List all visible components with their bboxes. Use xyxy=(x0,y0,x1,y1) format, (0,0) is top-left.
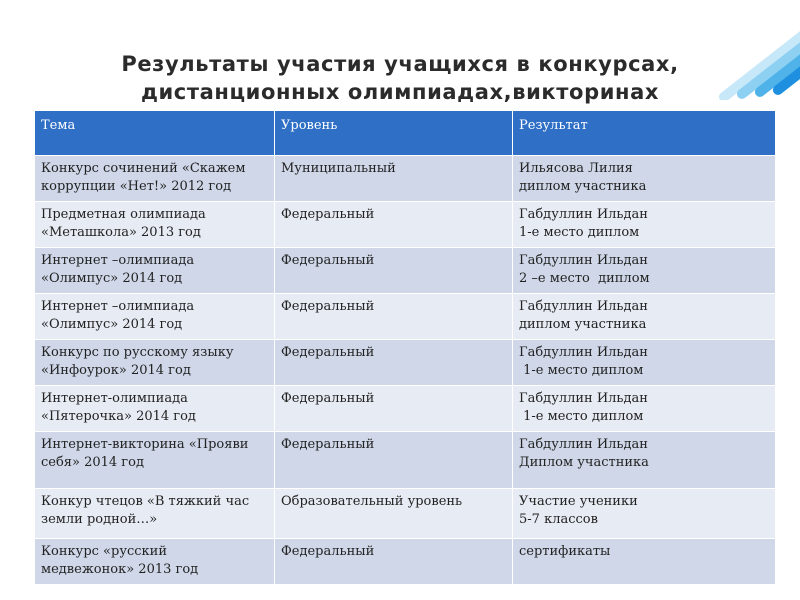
cell-theme xyxy=(35,340,275,386)
cell-theme-line: себя» 2014 год xyxy=(41,455,144,470)
table-row xyxy=(35,386,776,432)
cell-theme-line: земли родной…» xyxy=(41,512,158,527)
cell-level: Федеральный xyxy=(275,539,513,585)
cell-theme-line: «Олимпус» 2014 год xyxy=(41,271,183,286)
cell-theme xyxy=(35,202,275,248)
results-table xyxy=(34,110,776,585)
cell-result-line: 1-е место диплом xyxy=(519,225,640,240)
header-level: Уровень xyxy=(275,111,513,156)
cell-theme-line: Предметная олимпиада xyxy=(41,207,206,222)
cell-result-line: диплом участника xyxy=(519,317,647,332)
cell-level: Образовательный уровень xyxy=(275,489,513,539)
cell-result xyxy=(513,202,776,248)
cell-result xyxy=(513,294,776,340)
cell-theme-line: коррупции «Нет!» 2012 год xyxy=(41,179,232,194)
title-line-1: Результаты участия учащихся в конкурсах, xyxy=(121,52,679,76)
cell-theme xyxy=(35,248,275,294)
cell-result-line: диплом участника xyxy=(519,179,647,194)
cell-theme-line: Интернет –олимпиада xyxy=(41,253,195,268)
cell-result-line: 1-е место диплом xyxy=(519,363,644,378)
cell-theme-line: «Инфоурок» 2014 год xyxy=(41,363,191,378)
cell-theme xyxy=(35,432,275,489)
table-row xyxy=(35,294,776,340)
title-line-2: дистанционных олимпиадах,викторинах xyxy=(140,80,660,104)
table-row xyxy=(35,340,776,386)
cell-level: Федеральный xyxy=(275,432,513,489)
table-header-row xyxy=(35,111,776,156)
cell-theme-line: Конкурс «русский xyxy=(41,544,168,559)
cell-theme xyxy=(35,489,275,539)
cell-theme-line: «Меташкола» 2013 год xyxy=(41,225,201,240)
cell-level: Федеральный xyxy=(275,248,513,294)
table-row xyxy=(35,248,776,294)
cell-theme-line: Конкур чтецов «В тяжкий час xyxy=(41,494,250,509)
cell-theme xyxy=(35,539,275,585)
cell-theme-line: Интернет-олимпиада xyxy=(41,391,188,406)
cell-result-line: 1-е место диплом xyxy=(519,409,644,424)
cell-level: Федеральный xyxy=(275,386,513,432)
cell-theme-line: медвежонок» 2013 год xyxy=(41,562,199,577)
cell-theme-line: Конкурс по русскому языку xyxy=(41,345,234,360)
table-row xyxy=(35,539,776,585)
cell-level: Муниципальный xyxy=(275,156,513,202)
cell-theme-line: Конкурс сочинений «Скажем xyxy=(41,161,246,176)
cell-result-line: Габдуллин Ильдан xyxy=(519,391,648,406)
cell-result-line: Диплом участника xyxy=(519,455,649,470)
cell-theme xyxy=(35,156,275,202)
cell-theme-line: Интернет –олимпиада xyxy=(41,299,195,314)
cell-theme-line: Интернет-викторина «Прояви xyxy=(41,437,249,452)
cell-result-line: Габдуллин Ильдан xyxy=(519,207,648,222)
cell-level: Федеральный xyxy=(275,202,513,248)
cell-level: Федеральный xyxy=(275,294,513,340)
cell-result xyxy=(513,248,776,294)
cell-result-line: Габдуллин Ильдан xyxy=(519,345,648,360)
table-row xyxy=(35,489,776,539)
table-row xyxy=(35,432,776,489)
cell-result xyxy=(513,432,776,489)
cell-theme xyxy=(35,386,275,432)
cell-result-line: 2 –е место диплом xyxy=(519,271,650,286)
cell-level: Федеральный xyxy=(275,340,513,386)
cell-theme xyxy=(35,294,275,340)
cell-result-line: Габдуллин Ильдан xyxy=(519,253,648,268)
cell-result-line: Ильясова Лилия xyxy=(519,161,633,176)
cell-result-line: Габдуллин Ильдан xyxy=(519,299,648,314)
table-row xyxy=(35,202,776,248)
header-result: Результат xyxy=(513,111,776,156)
cell-result xyxy=(513,340,776,386)
cell-result-line: сертификаты xyxy=(519,544,611,559)
cell-result xyxy=(513,386,776,432)
cell-result xyxy=(513,539,776,585)
header-theme: Тема xyxy=(35,111,275,156)
cell-result-line: Участие ученики xyxy=(519,494,638,509)
cell-result xyxy=(513,156,776,202)
cell-theme-line: «Олимпус» 2014 год xyxy=(41,317,183,332)
page-title xyxy=(40,50,760,106)
cell-theme-line: «Пятерочка» 2014 год xyxy=(41,409,196,424)
cell-result-line: Габдуллин Ильдан xyxy=(519,437,648,452)
table-row xyxy=(35,156,776,202)
cell-result xyxy=(513,489,776,539)
cell-result-line: 5-7 классов xyxy=(519,512,598,527)
